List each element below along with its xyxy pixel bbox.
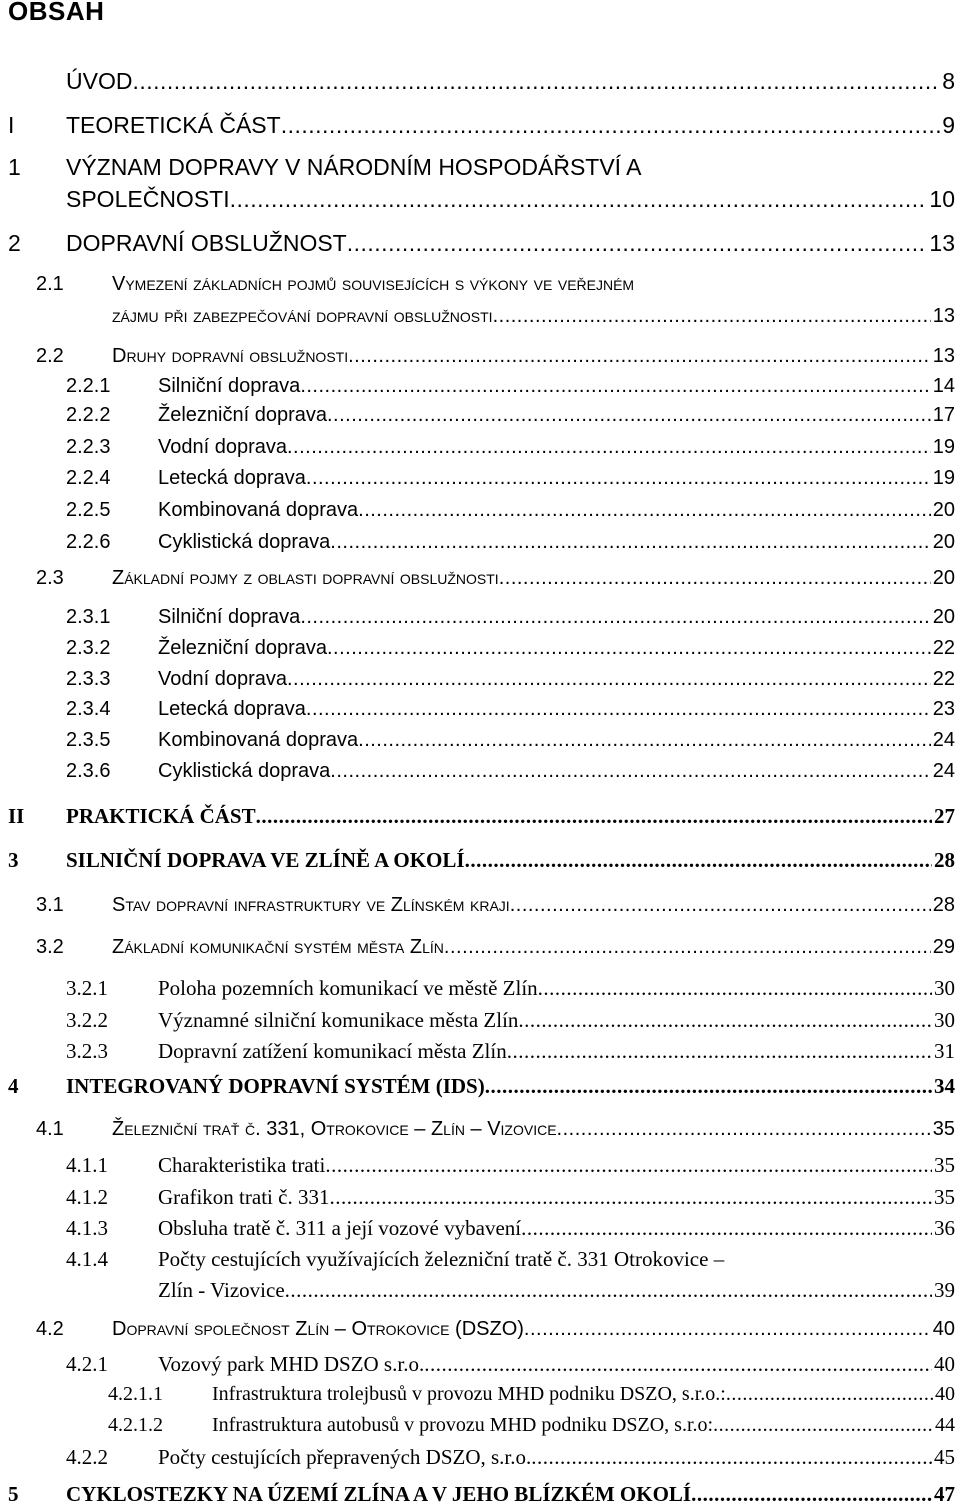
toc-leader-dots [510, 894, 931, 917]
toc-entry-title: Grafikon trati č. 331 [158, 1185, 330, 1209]
toc-entry-number: II [8, 804, 25, 828]
toc-entry-number: 3 [8, 848, 19, 872]
toc-entry-number: 2.2.5 [66, 499, 111, 521]
toc-entry[interactable] [158, 1153, 955, 1178]
toc-entry[interactable] [158, 976, 955, 1001]
toc-entry[interactable] [66, 1074, 955, 1099]
toc-entry-number: 2.3.6 [66, 760, 111, 782]
toc-entry-title: INTEGROVANÝ DOPRAVNÍ SYSTÉM (IDS) [66, 1074, 485, 1098]
toc-leader-dots [327, 404, 931, 427]
toc-leader-dots [726, 1383, 933, 1406]
toc-entry-number: 3.1 [36, 894, 64, 916]
toc-page-number: 19 [932, 467, 955, 489]
toc-entry[interactable] [158, 404, 955, 427]
toc-leader-dots [347, 230, 928, 257]
toc-entry[interactable] [112, 1118, 955, 1141]
toc-leader-dots [330, 760, 930, 783]
toc-leader-dots [287, 668, 931, 691]
toc-entry-title: Základní komunikační systém města Zlín [112, 936, 444, 958]
toc-entry-title: DOPRAVNÍ OBSLUŽNOST [66, 230, 347, 256]
toc-page-number: 13 [932, 345, 955, 367]
toc-leader-dots [285, 1278, 932, 1303]
toc-page-number: 24 [932, 729, 955, 751]
toc-entry-number: 4.1 [36, 1118, 64, 1140]
toc-entry-number: 4 [8, 1074, 19, 1098]
toc-entry-title: SPOLEČNOSTI [66, 186, 230, 212]
toc-page-number: 20 [932, 499, 955, 521]
toc-leader-dots [507, 1039, 932, 1064]
toc-entry[interactable] [112, 1318, 955, 1341]
toc-entry-title: zájmu při zabezpečování dopravní obslužnosti [112, 305, 493, 327]
toc-leader-dots [325, 1153, 932, 1178]
toc-page-number: 35 [934, 1185, 955, 1209]
toc-entry[interactable] [158, 1278, 955, 1303]
toc-entry-number: 3.2 [36, 936, 64, 958]
toc-entry[interactable] [158, 467, 955, 490]
toc-entry[interactable] [158, 1185, 955, 1210]
toc-page-number: 10 [929, 186, 955, 212]
toc-page-number: 13 [929, 230, 955, 256]
toc-entry-number: 5 [8, 1482, 19, 1506]
toc-page-number: 14 [932, 375, 955, 397]
toc-entry-title: Kombinovaná doprava [158, 499, 359, 521]
toc-entry-number: 2.1 [36, 273, 64, 295]
toc-entry[interactable] [158, 1445, 955, 1470]
toc-entry[interactable] [112, 567, 955, 590]
toc-page-number: 39 [934, 1278, 955, 1302]
toc-page-number: 40 [934, 1352, 955, 1376]
toc-entry[interactable] [66, 186, 955, 213]
toc-entry-number: 3.2.1 [66, 976, 108, 1000]
toc-entry-title: Železniční doprava [158, 404, 327, 426]
toc-entry[interactable] [158, 729, 955, 752]
toc-entry-number: 2.2 [36, 345, 64, 367]
toc-page-number: 40 [935, 1383, 955, 1405]
toc-leader-dots [132, 68, 940, 95]
toc-leader-dots [493, 305, 931, 328]
toc-entry[interactable] [66, 804, 955, 829]
toc-page-number: 36 [934, 1216, 955, 1240]
toc-entry-title: Silniční doprava [158, 606, 301, 628]
toc-entry-title: Letecká doprava [158, 698, 306, 720]
toc-page-number: 8 [942, 68, 955, 94]
toc-entry-title: Silniční doprava [158, 375, 301, 397]
toc-leader-dots [444, 936, 931, 959]
toc-leader-dots [287, 436, 931, 459]
toc-entry-title: Letecká doprava [158, 467, 306, 489]
toc-entry-title: Infrastruktura autobusů v provozu MHD podniku DSZO, s.r.o: [212, 1414, 714, 1436]
toc-leader-dots [327, 637, 931, 660]
toc-entry-title: PRAKTICKÁ ČÁST [66, 804, 256, 828]
toc-entry-title: Charakteristika trati [158, 1153, 326, 1177]
toc-entry-title: Počty cestujících využívajících železniční tratě č. 331 Otrokovice – [158, 1247, 725, 1271]
toc-entry[interactable] [112, 305, 955, 328]
toc-entry-title: Počty cestujících přepravených DSZO, s.r.o. [158, 1445, 532, 1469]
toc-page-number: 27 [934, 804, 955, 828]
toc-entry-title: SILNIČNÍ DOPRAVA VE ZLÍNĚ A OKOLÍ [66, 848, 465, 872]
toc-leader-dots [465, 848, 932, 873]
toc-page-number: 28 [932, 894, 955, 916]
toc-entry[interactable] [158, 668, 955, 691]
toc-leader-dots [230, 186, 928, 213]
toc-leader-dots [306, 698, 931, 721]
toc-entry-number: 4.1.3 [66, 1216, 108, 1240]
toc-entry-number: 3.2.2 [66, 1008, 108, 1032]
toc-page-number: 35 [932, 1118, 955, 1140]
toc-leader-dots [300, 375, 930, 398]
toc-entry-number: 2.3.4 [66, 698, 111, 720]
toc-leader-dots [524, 1318, 931, 1341]
toc-entry-title: TEORETICKÁ ČÁST [66, 112, 281, 138]
toc-page-number: 23 [932, 698, 955, 720]
toc-entry-title: Obsluha tratě č. 311 a její vozové vybavení [158, 1216, 522, 1240]
toc-entry[interactable] [158, 375, 955, 398]
toc-entry[interactable] [112, 345, 955, 368]
toc-entry-title: Základní pojmy z oblasti dopravní obslužnosti [112, 567, 499, 589]
toc-page-number: 47 [934, 1482, 955, 1506]
toc-page-number: 19 [932, 436, 955, 458]
toc-entry-number: 4.2.1 [66, 1352, 108, 1376]
toc-entry[interactable] [212, 1414, 955, 1437]
toc-page-number: 17 [932, 404, 955, 426]
toc-leader-dots [499, 567, 931, 590]
toc-entry[interactable] [158, 1352, 955, 1377]
toc-entry-title: Kombinovaná doprava [158, 729, 359, 751]
toc-leader-dots [691, 1482, 932, 1507]
toc-entry[interactable] [212, 1383, 955, 1406]
toc-entry-title: Vozový park MHD DSZO s.r.o. [158, 1352, 425, 1376]
toc-page-number: 40 [932, 1318, 955, 1340]
toc-entry-number: 2.2.6 [66, 531, 111, 553]
toc-entry-number: 2.3.3 [66, 668, 111, 690]
toc-entry-number: 4.2.1.1 [108, 1383, 163, 1405]
toc-entry[interactable] [158, 499, 955, 522]
toc-leader-dots [256, 804, 932, 829]
toc-page-number: 31 [934, 1039, 955, 1063]
toc-entry[interactable] [66, 848, 955, 873]
toc-entry-title: Vodní doprava [158, 668, 287, 690]
toc-entry-title: Poloha pozemních komunikací ve městě Zlín [158, 976, 538, 1000]
toc-entry-number: 4.1.2 [66, 1185, 108, 1209]
toc-entry[interactable] [158, 436, 955, 459]
toc-leader-dots [531, 1445, 932, 1470]
toc-leader-dots [713, 1414, 933, 1437]
toc-entry-number: 2.2.1 [66, 375, 111, 397]
toc-entry-title: Druhy dopravní obslužnosti [112, 345, 349, 367]
toc-entry-title: Dopravní zatížení komunikací města Zlín [158, 1039, 507, 1063]
toc-leader-dots [485, 1074, 932, 1099]
toc-entry[interactable] [112, 273, 955, 296]
toc-entry-title: Dopravní společnost Zlín – Otrokovice (DSZO) [112, 1318, 524, 1340]
toc-page-number: 44 [935, 1414, 955, 1436]
toc-entry-number: 2.2.3 [66, 436, 111, 458]
toc-entry-number: 2.3 [36, 567, 64, 589]
toc-entry-number: 4.1.1 [66, 1153, 108, 1177]
toc-leader-dots [538, 976, 932, 1001]
toc-entry[interactable] [158, 1039, 955, 1064]
toc-entry-title: Cyklistická doprava [158, 760, 331, 782]
toc-page-number: 34 [934, 1074, 955, 1098]
toc-entry-number: 4.2.2 [66, 1445, 108, 1469]
toc-entry[interactable] [66, 154, 955, 181]
toc-entry-number: I [8, 112, 15, 138]
toc-entry-title: VÝZNAM DOPRAVY V NÁRODNÍM HOSPODÁŘSTVÍ A [66, 154, 642, 180]
toc-page-number: 30 [934, 1008, 955, 1032]
toc-entry-number: 2 [8, 230, 21, 256]
toc-entry[interactable] [158, 698, 955, 721]
toc-leader-dots [424, 1352, 932, 1377]
toc-page-number: 29 [932, 936, 955, 958]
toc-entry-title: Významné silniční komunikace města Zlín [158, 1008, 519, 1032]
toc-entry-title: Železniční doprava [158, 637, 327, 659]
toc-entry-number: 3.2.3 [66, 1039, 108, 1063]
toc-leader-dots [557, 1118, 931, 1141]
toc-entry[interactable] [158, 1008, 955, 1033]
toc-entry-number: 1 [8, 154, 21, 180]
toc-leader-dots [518, 1008, 932, 1033]
toc-entry-number: 2.3.1 [66, 606, 111, 628]
toc-entry-number: 2.2.2 [66, 404, 111, 426]
toc-entry[interactable] [112, 894, 955, 917]
toc-entry-number: 4.2.1.2 [108, 1414, 163, 1436]
toc-entry-title: Železniční trať č. 331, Otrokovice – Zlín – Vizovice [112, 1118, 557, 1140]
toc-entry-title: ÚVOD [66, 68, 133, 94]
toc-entry[interactable] [66, 112, 955, 139]
toc-leader-dots [521, 1216, 932, 1241]
page-title: OBSAH [8, 0, 105, 26]
toc-page-number: 35 [934, 1153, 955, 1177]
toc-entry-title: CYKLOSTEZKY NA ÚZEMÍ ZLÍNA A V JEHO BLÍZKÉM OKOLÍ [66, 1482, 692, 1506]
toc-entry[interactable] [158, 1216, 955, 1241]
toc-entry-title: Zlín - Vizovice [158, 1278, 285, 1302]
toc-entry[interactable] [158, 760, 955, 783]
toc-page-number: 20 [932, 531, 955, 553]
toc-page-number: 45 [934, 1445, 955, 1469]
toc-page-number: 22 [932, 637, 955, 659]
toc-leader-dots [329, 1185, 932, 1210]
toc-entry[interactable] [66, 68, 955, 95]
toc-leader-dots [306, 467, 931, 490]
toc-entry[interactable] [66, 230, 955, 257]
toc-leader-dots [300, 606, 930, 629]
toc-leader-dots [358, 499, 931, 522]
toc-entry-title: Vodní doprava [158, 436, 287, 458]
toc-entry[interactable] [66, 1482, 955, 1507]
toc-entry[interactable] [158, 531, 955, 554]
toc-page-number: 20 [932, 606, 955, 628]
toc-page-number: 22 [932, 668, 955, 690]
toc-page-number: 9 [942, 112, 955, 138]
toc-entry-title: Stav dopravní infrastruktury ve Zlínském kraji [112, 894, 510, 916]
toc-entry[interactable] [158, 1247, 955, 1272]
toc-entry-number: 4.1.4 [66, 1247, 108, 1271]
toc-entry-title: Infrastruktura trolejbusů v provozu MHD podniku DSZO, s.r.o.: [212, 1383, 726, 1405]
toc-page-number: 24 [932, 760, 955, 782]
toc-page-number: 20 [932, 567, 955, 589]
toc-entry-number: 2.3.5 [66, 729, 111, 751]
toc-page-number: 13 [932, 305, 955, 327]
toc-leader-dots [281, 112, 941, 139]
toc-leader-dots [358, 729, 931, 752]
toc-entry[interactable] [158, 606, 955, 629]
toc-entry-number: 4.2 [36, 1318, 64, 1340]
toc-leader-dots [330, 531, 930, 554]
toc-entry-number: 2.3.2 [66, 637, 111, 659]
toc-entry-title: Cyklistická doprava [158, 531, 331, 553]
toc-entry-number: 2.2.4 [66, 467, 111, 489]
toc-entry[interactable] [158, 637, 955, 660]
toc-leader-dots [348, 345, 931, 368]
toc-page-number: 28 [934, 848, 955, 872]
toc-page-number: 30 [934, 976, 955, 1000]
toc-entry[interactable] [112, 936, 955, 959]
toc-entry-title: Vymezení základních pojmů souvisejících s výkony ve veřejném [112, 273, 635, 295]
